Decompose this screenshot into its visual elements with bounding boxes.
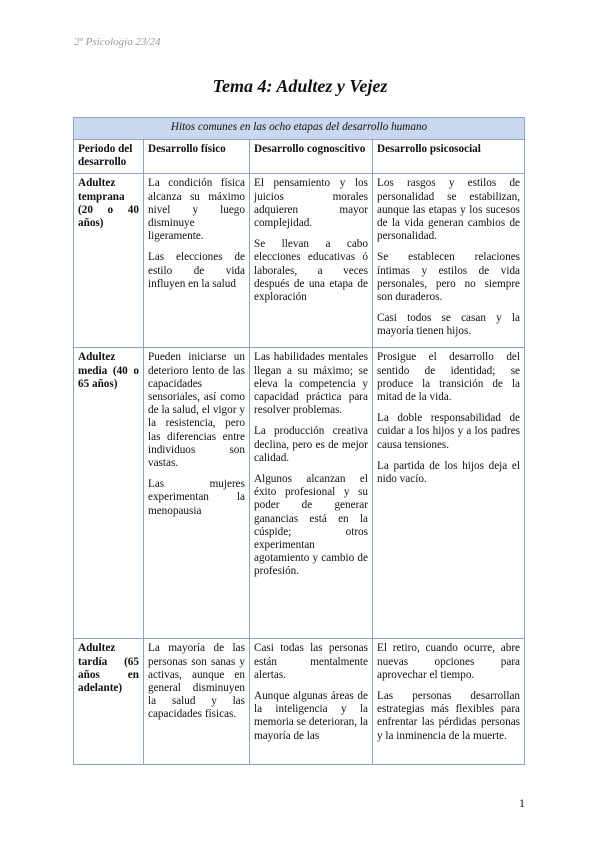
page-title: Tema 4: Adultez y Vejez (212, 76, 388, 96)
psicosocial-cell (373, 348, 525, 639)
cognoscitivo-cell (250, 174, 373, 348)
cell-paragraph: El pensamiento y los juicios morales adquieren mayor complejidad. (254, 177, 368, 230)
cell-paragraph: La condición física alcanza su máximo nivel y luego disminuye ligeramente. (148, 177, 245, 243)
cell-paragraph: Las mujeres experimentan la menopausia (148, 478, 245, 517)
cell-paragraph: Las habilidades mentales llegan a su máximo; se eleva la competencia y capacidad práctica para resolver problemas. (254, 351, 368, 417)
cell-paragraph: Se llevan a cabo elecciones educativas ó laborales, a veces después de una etapa de exploración (254, 238, 368, 304)
fisico-cell (144, 348, 250, 639)
table-row (74, 639, 525, 765)
cell-paragraph: Se establecen relaciones íntimas y estilos de vida personales, pero no siempre son duraderos. (377, 251, 521, 304)
table-row (74, 174, 525, 348)
psicosocial-cell (373, 639, 525, 765)
cell-paragraph: Algunos alcanzan el éxito profesional y su poder de generar ganancias está en la cúspide; otros experimentan agotamiento y cambio de profesión. (254, 473, 368, 578)
cognoscitivo-cell (250, 348, 373, 639)
cell-paragraph: La partida de los hijos deja el nido vacío. (377, 459, 521, 486)
page-number: 1 (519, 796, 525, 810)
table-header-row (74, 140, 525, 174)
development-table (73, 117, 525, 765)
cell-paragraph: Las personas desarrollan estrategias más flexibles para enfrentar las pérdidas personas y la inminencia de la muerte. (377, 690, 521, 742)
cell-paragraph: La doble responsabilidad de cuidar a los hijos y a los padres causa tensiones. (377, 412, 521, 451)
header-periodo: Periodo del desarrollo (74, 140, 144, 174)
period-cell: Adultez media (40 o 65 años) (74, 348, 144, 639)
cell-paragraph: La mayoría de las personas son sanas y activas, aunque en general disminuyen la salud y las capacidades físicas. (148, 642, 245, 721)
cell-paragraph: La producción creativa declina, pero es de mejor calidad. (254, 425, 368, 464)
fisico-cell (144, 174, 250, 348)
header-note: 2º Psicología 23/24 (74, 36, 161, 48)
cell-paragraph: Casi todas las personas están mentalmente alertas. (254, 642, 368, 681)
cell-paragraph: Prosigue el desarrollo del sentido de identidad; se produce la transición de la mitad de la vida. (377, 351, 521, 404)
cell-paragraph: Los rasgos y estilos de personalidad se estabilizan, aunque las etapas y los sucesos de la vida generan cambios de personalidad. (377, 177, 521, 243)
fisico-cell (144, 639, 250, 765)
table-caption: Hitos comunes en las ocho etapas del desarrollo humano (74, 118, 525, 140)
period-cell: Adultez temprana (20 o 40 años) (74, 174, 144, 348)
table-caption-row (74, 118, 525, 140)
cell-paragraph: El retiro, cuando ocurre, abre nuevas opciones para aprovechar el tiempo. (377, 642, 521, 681)
header-fisico: Desarrollo físico (144, 140, 250, 174)
table-row (74, 348, 525, 639)
cognoscitivo-cell (250, 639, 373, 765)
period-cell: Adultez tardía (65 años en adelante) (74, 639, 144, 765)
cell-paragraph: Las elecciones de estilo de vida influyen en la salud (148, 251, 245, 290)
header-psicosocial: Desarrollo psicosocial (373, 140, 525, 174)
cell-paragraph: Aunque algunas áreas de la inteligencia y la memoria se deterioran, la mayoría de las (254, 690, 368, 742)
psicosocial-cell (373, 174, 525, 348)
header-cognoscitivo: Desarrollo cognoscitivo (250, 140, 373, 174)
cell-paragraph: Pueden iniciarse un deterioro lento de las capacidades sensoriales, así como de la salud, el vigor y la resistencia, pero las diferencias entre individuos son vastas. (148, 351, 245, 470)
cell-paragraph: Casi todos se casan y la mayoría tienen hijos. (377, 312, 521, 338)
